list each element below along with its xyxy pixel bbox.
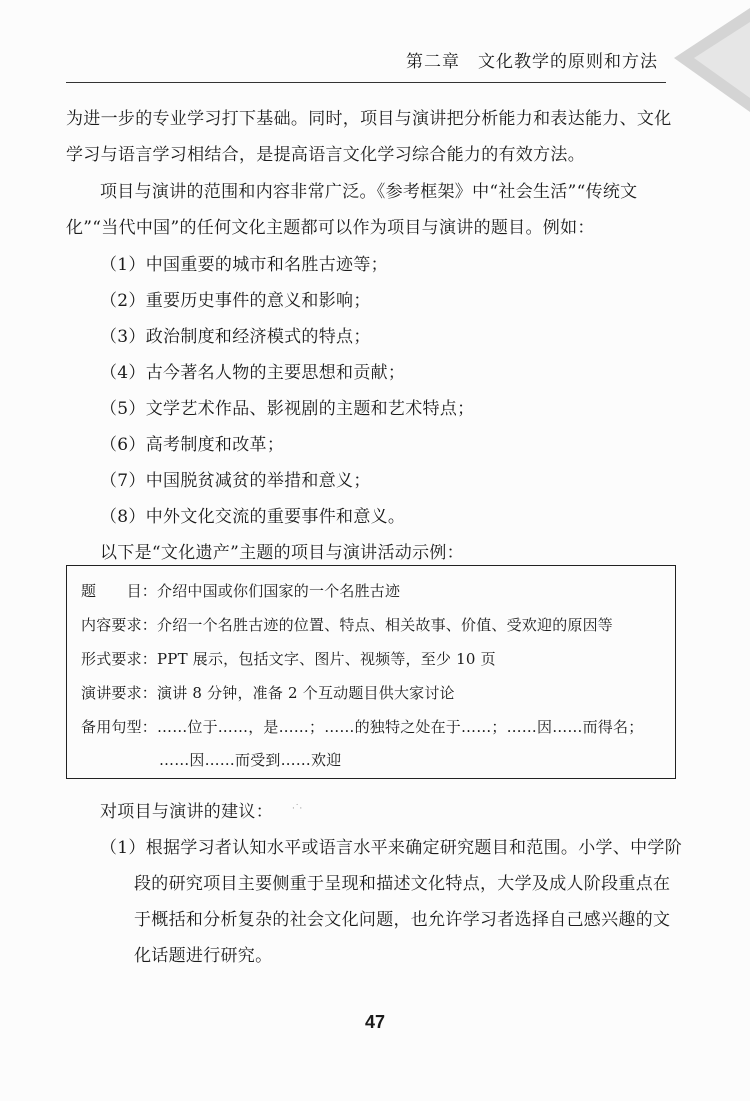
page-number: 47 bbox=[364, 1012, 386, 1032]
header-corner-decoration bbox=[660, 0, 750, 120]
example-title-line: 题 目：介绍中国或你们国家的一个名胜古迹 bbox=[81, 582, 401, 600]
paragraph-line: 项目与演讲的范围和内容非常广泛。《参考框架》中“社会生活”“传统文 bbox=[100, 182, 638, 202]
example-speech-line: 演讲要求：演讲 8 分钟，准备 2 个互动题目供大家讨论 bbox=[81, 684, 455, 702]
scan-smudge: ·˙· bbox=[292, 804, 303, 814]
example-intro: 以下是“文化遗产”主题的项目与演讲活动示例： bbox=[100, 543, 464, 563]
example-format-line: 形式要求：PPT 展示，包括文字、图片、视频等，至少 10 页 bbox=[81, 650, 496, 668]
list-item: （5）文学艺术作品、影视剧的主题和艺术特点； bbox=[100, 399, 475, 419]
example-patterns-line: ……因……而受到……欢迎 bbox=[159, 751, 342, 769]
list-item: （1）中国重要的城市和名胜古迹等； bbox=[100, 255, 388, 275]
example-box bbox=[66, 565, 676, 779]
suggestion-line: （1）根据学习者认知水平或语言水平来确定研究题目和范围。小学、中学阶 bbox=[100, 838, 683, 858]
paragraph-line: 学习与语言学习相结合，是提高语言文化学习综合能力的有效方法。 bbox=[66, 145, 585, 165]
example-content-line: 内容要求：介绍一个名胜古迹的位置、特点、相关故事、价值、受欢迎的原因等 bbox=[81, 616, 614, 634]
chapter-header: 第二章 文化教学的原则和方法 bbox=[406, 52, 658, 72]
suggestion-line: 于概括和分析复杂的社会文化问题，也允许学习者选择自己感兴趣的文 bbox=[134, 910, 671, 930]
suggestion-line: 化话题进行研究。 bbox=[134, 946, 273, 966]
list-item: （6）高考制度和改革； bbox=[100, 435, 285, 455]
list-item: （8）中外文化交流的重要事件和意义。 bbox=[100, 507, 406, 527]
paragraph-line: 为进一步的专业学习打下基础。同时，项目与演讲把分析能力和表达能力、文化 bbox=[66, 109, 672, 129]
header-rule bbox=[66, 82, 666, 83]
example-patterns-line: 备用句型：……位于……，是……；……的独特之处在于……；……因……而得名； bbox=[81, 718, 644, 736]
list-item: （3）政治制度和经济模式的特点； bbox=[100, 327, 371, 347]
list-item: （7）中国脱贫减贫的举措和意义； bbox=[100, 471, 371, 491]
list-item: （2）重要历史事件的意义和影响； bbox=[100, 291, 371, 311]
suggestion-line: 段的研究项目主要侧重于呈现和描述文化特点，大学及成人阶段重点在 bbox=[134, 874, 671, 894]
paragraph-line: 化”“当代中国”的任何文化主题都可以作为项目与演讲的题目。例如： bbox=[66, 218, 595, 238]
suggestions-heading: 对项目与演讲的建议： bbox=[100, 802, 273, 822]
list-item: （4）古今著名人物的主要思想和贡献； bbox=[100, 363, 406, 383]
